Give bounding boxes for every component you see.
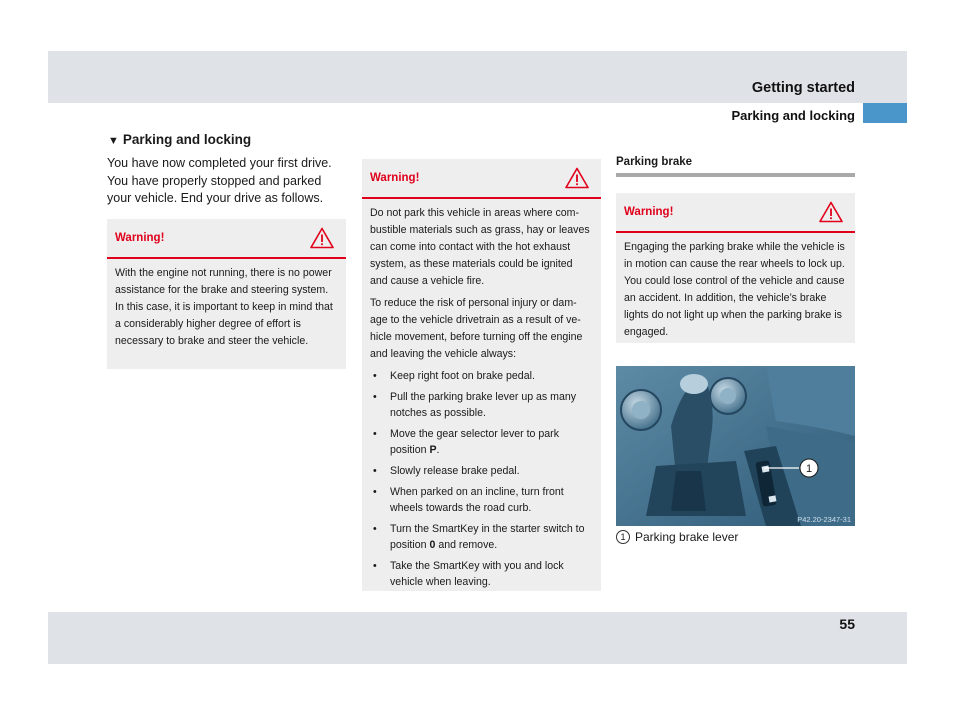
column1-heading-text: Parking and locking — [122, 132, 252, 147]
section-tab-marker — [863, 103, 907, 123]
warning-body — [362, 199, 601, 603]
warning-header — [362, 159, 601, 199]
footer-band — [48, 612, 907, 664]
photo-callout-number: 1 — [805, 463, 813, 475]
page-number: 55 — [839, 616, 855, 632]
subsection-title: Parking and locking — [731, 108, 855, 123]
warning-label: Warning! — [115, 232, 165, 244]
parking-brake-photo — [616, 366, 855, 526]
warning-box-power-assistance — [107, 219, 346, 369]
warning-text: Engaging the parking brake while the vehicle is in motion can cause the rear wheels to lock up. You could lose control of the vehicle and cause an accident. In addition, the vehicle’s brake lights do not light up when the parking brake is engaged. — [624, 241, 845, 338]
list-item: • When parked on an incline, turn front wheels towards the road curb. — [370, 484, 593, 516]
warning-paragraph-steps: To reduce the risk of personal injury or dam-age to the vehicle drivetrain as a result of ve-hicle movement, before turning off the engine and leaving the vehicle always: — [370, 297, 583, 360]
heading-triangle-icon: ▼ — [108, 135, 119, 147]
warning-paragraph-fire: Do not park this vehicle in areas where com-bustible materials such as grass, hay or leaves can come into contact with the hot exhaust system, as these materials could be ignited and cause a vehicle fire. — [370, 207, 590, 287]
parking-brake-heading: Parking brake — [616, 156, 693, 168]
heading-rule — [616, 173, 855, 177]
warning-header — [616, 193, 855, 233]
steps-list — [370, 368, 593, 590]
column1-heading — [108, 132, 251, 147]
console-illustration — [616, 366, 855, 526]
warning-header — [107, 219, 346, 259]
warning-triangle-icon — [819, 201, 843, 223]
caption-number-icon: 1 — [616, 530, 630, 544]
list-item: • Turn the SmartKey in the starter switch to position 0 and remove. — [370, 521, 593, 553]
warning-label: Warning! — [624, 206, 674, 218]
list-item: • Keep right foot on brake pedal. — [370, 368, 593, 384]
intro-paragraph: You have now completed your first drive. You have properly stopped and parked your vehicle. End your drive as follows. — [107, 156, 332, 205]
list-item: • Take the SmartKey with you and lock vehicle when leaving. — [370, 558, 593, 590]
warning-box-parking-brake — [616, 193, 855, 343]
section-title: Getting started — [751, 80, 855, 96]
photo-reference-code: P42.20-2347-31 — [797, 515, 851, 524]
list-item: • Move the gear selector lever to park position P. — [370, 426, 593, 458]
warning-box-parking — [362, 159, 601, 591]
caption-text: Parking brake lever — [635, 530, 739, 544]
warning-triangle-icon — [565, 167, 589, 189]
list-item: • Pull the parking brake lever up as many notches as possible. — [370, 389, 593, 421]
warning-label: Warning! — [370, 172, 420, 184]
list-item: • Slowly release brake pedal. — [370, 463, 593, 479]
warning-text: With the engine not running, there is no power assistance for the brake and steering system. In this case, it is important to keep in mind that a considerably higher degree of effort is necessary to brake and steer the vehicle. — [115, 267, 333, 347]
warning-triangle-icon — [310, 227, 334, 249]
photo-caption — [616, 530, 738, 544]
